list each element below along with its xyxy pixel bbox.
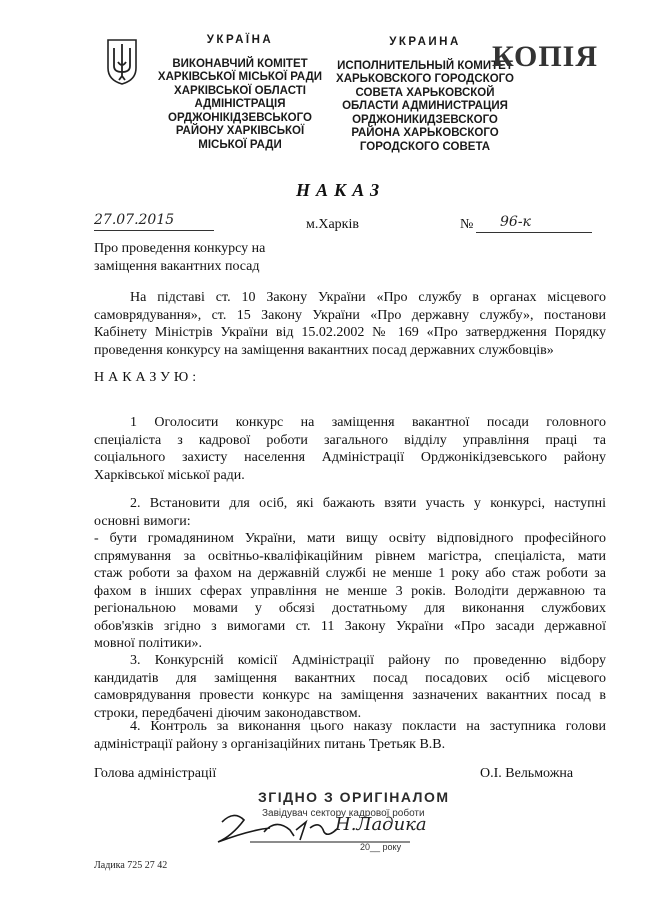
header-ru-line: ОРДЖОНИКИДЗЕВСКОГО: [352, 113, 498, 126]
header-ua-line: РАЙОНУ ХАРКІВСЬКОЇ: [175, 125, 305, 137]
preamble-line: самоврядування», ст. 15 Закону України «Про державну службу», постанови: [94, 307, 606, 323]
header-ru-line: ХАРЬКОВСКОГО ГОРОДСКОГО: [336, 73, 514, 85]
order-item-4: [94, 718, 606, 753]
document-title: НАКАЗ: [296, 180, 386, 200]
subject: [94, 240, 354, 275]
item-line: регіональною мовами у обсязі достатньому для виконання службових: [94, 601, 606, 616]
order-word: НАКАЗУЮ:: [94, 370, 201, 385]
header-ru-country: УКРАИНА: [389, 36, 461, 48]
certification-role: Завідувач сектору кадрової роботи: [262, 808, 425, 819]
item-line: спрямування за освітньо-кваліфікаційним рівнем магістра, спеціаліста, мати: [94, 548, 606, 564]
header-ua-line: ХАРКІВСЬКОЇ МІСЬКОЇ РАДИ: [157, 71, 323, 83]
header-ru-line: РАЙОНА ХАРЬКОВСКОГО: [351, 127, 499, 139]
header-ru-line: ГОРОДСКОГО СОВЕТА: [359, 140, 491, 153]
item-line: самоврядування провести конкурс на заміщення зазначених вакантних посад в: [94, 688, 606, 703]
header-ua-line: ХАРКІВСЬКОЇ ОБЛАСТІ: [174, 84, 306, 97]
header-ua-country: УКРАЇНА: [206, 34, 274, 46]
order-item-2: [94, 495, 606, 653]
preamble-line: проведення конкурсу на заміщення вакантних посад державних службовців»: [94, 342, 554, 358]
date-value: 27.07.2015: [94, 212, 175, 228]
header-ua-line: ОРДЖОНІКІДЗЕВСЬКОГО: [168, 111, 312, 124]
number-value: 96-к: [500, 214, 531, 230]
item-line: Харківської міської ради.: [94, 467, 245, 483]
signature-position: Голова адміністрації: [94, 766, 217, 781]
number-field: [476, 216, 592, 233]
city: м.Харків: [306, 217, 359, 232]
header-ru-line: СОВЕТА ХАРЬКОВСКОЙ: [355, 86, 495, 99]
item-line: обов'язків згідно з вимогами ст. 11 Закону України «Про засади державної: [94, 618, 606, 634]
item-line: - бути громадянином України, мати вищу освіту відповідного професійного: [94, 531, 606, 546]
coat-of-arms-icon: [105, 38, 139, 86]
preamble: [94, 289, 606, 359]
copy-stamp: КОПІЯ: [492, 40, 599, 73]
header-ru-line: ОБЛАСТИ АДМИНИСТРАЦИЯ: [342, 100, 508, 112]
header-ua-line: АДМІНІСТРАЦІЯ: [194, 98, 286, 110]
header-ua-line: МІСЬКОЇ РАДИ: [198, 138, 282, 151]
order-item-3: [94, 652, 606, 722]
item-line: строки, передбачені діючим законодавством.: [94, 705, 362, 721]
item-line: спеціаліста з кадрової роботи загального відділу управління праці та: [94, 432, 606, 448]
item-line: 4. Контроль за виконання цього наказу покласти на заступника голови: [130, 719, 606, 734]
item-line: 2. Встановити для осіб, які бажають взяти участь у конкурсі, наступні: [130, 496, 606, 511]
item-line: адміністрації району з організаційних питань Третьяк В.В.: [94, 736, 446, 752]
certification-stamp: ЗГІДНО З ОРИГІНАЛОМ: [258, 789, 450, 805]
preamble-line: Кабінету Міністрів України від 15.02.2002 № 169 «Про затвердження Порядку: [94, 325, 606, 340]
subject-line: Про проведення конкурсу на: [94, 241, 266, 256]
header-ua-line: ВИКОНАВЧИЙ КОМІТЕТ: [172, 57, 308, 70]
item-line: 3. Конкурсній комісії Адміністрації району по проведенню відбору: [130, 653, 606, 668]
footer-contact: Ладика 725 27 42: [94, 860, 168, 871]
preamble-line: На підставі ст. 10 Закону України «Про службу в органах місцевого: [130, 290, 606, 305]
item-line: кандидатів для заміщення вакантних посад посадових осіб місцевого: [94, 670, 606, 686]
item-line: соціального захисту населення Адміністрації Орджонікідзевського району: [94, 450, 606, 465]
item-line: мовної політики».: [94, 636, 202, 651]
header-ua: [150, 34, 330, 152]
header-ru-line: ИСПОЛНИТЕЛЬНЫЙ КОМИТЕТ: [337, 59, 513, 72]
item-line: основні вимоги:: [94, 513, 191, 529]
certification-date: 20__ року: [360, 842, 402, 852]
item-line: фахом в інших сферах управління не менше 3 років. Володіти державною та: [94, 583, 606, 599]
item-line: стаж роботи за фахом на державній службі не менше 1 року або стаж роботи за: [94, 566, 606, 581]
number-label: №: [460, 217, 474, 232]
item-line: 1 Оголосити конкурс на заміщення вакантної посади головного: [130, 415, 606, 430]
signature-name: О.І. Вельможна: [480, 766, 574, 781]
date-field: [94, 212, 214, 231]
order-item-1: [94, 414, 606, 484]
certification-signer: Н.Ладика: [335, 814, 427, 835]
subject-line: заміщення вакантних посад: [94, 258, 260, 274]
